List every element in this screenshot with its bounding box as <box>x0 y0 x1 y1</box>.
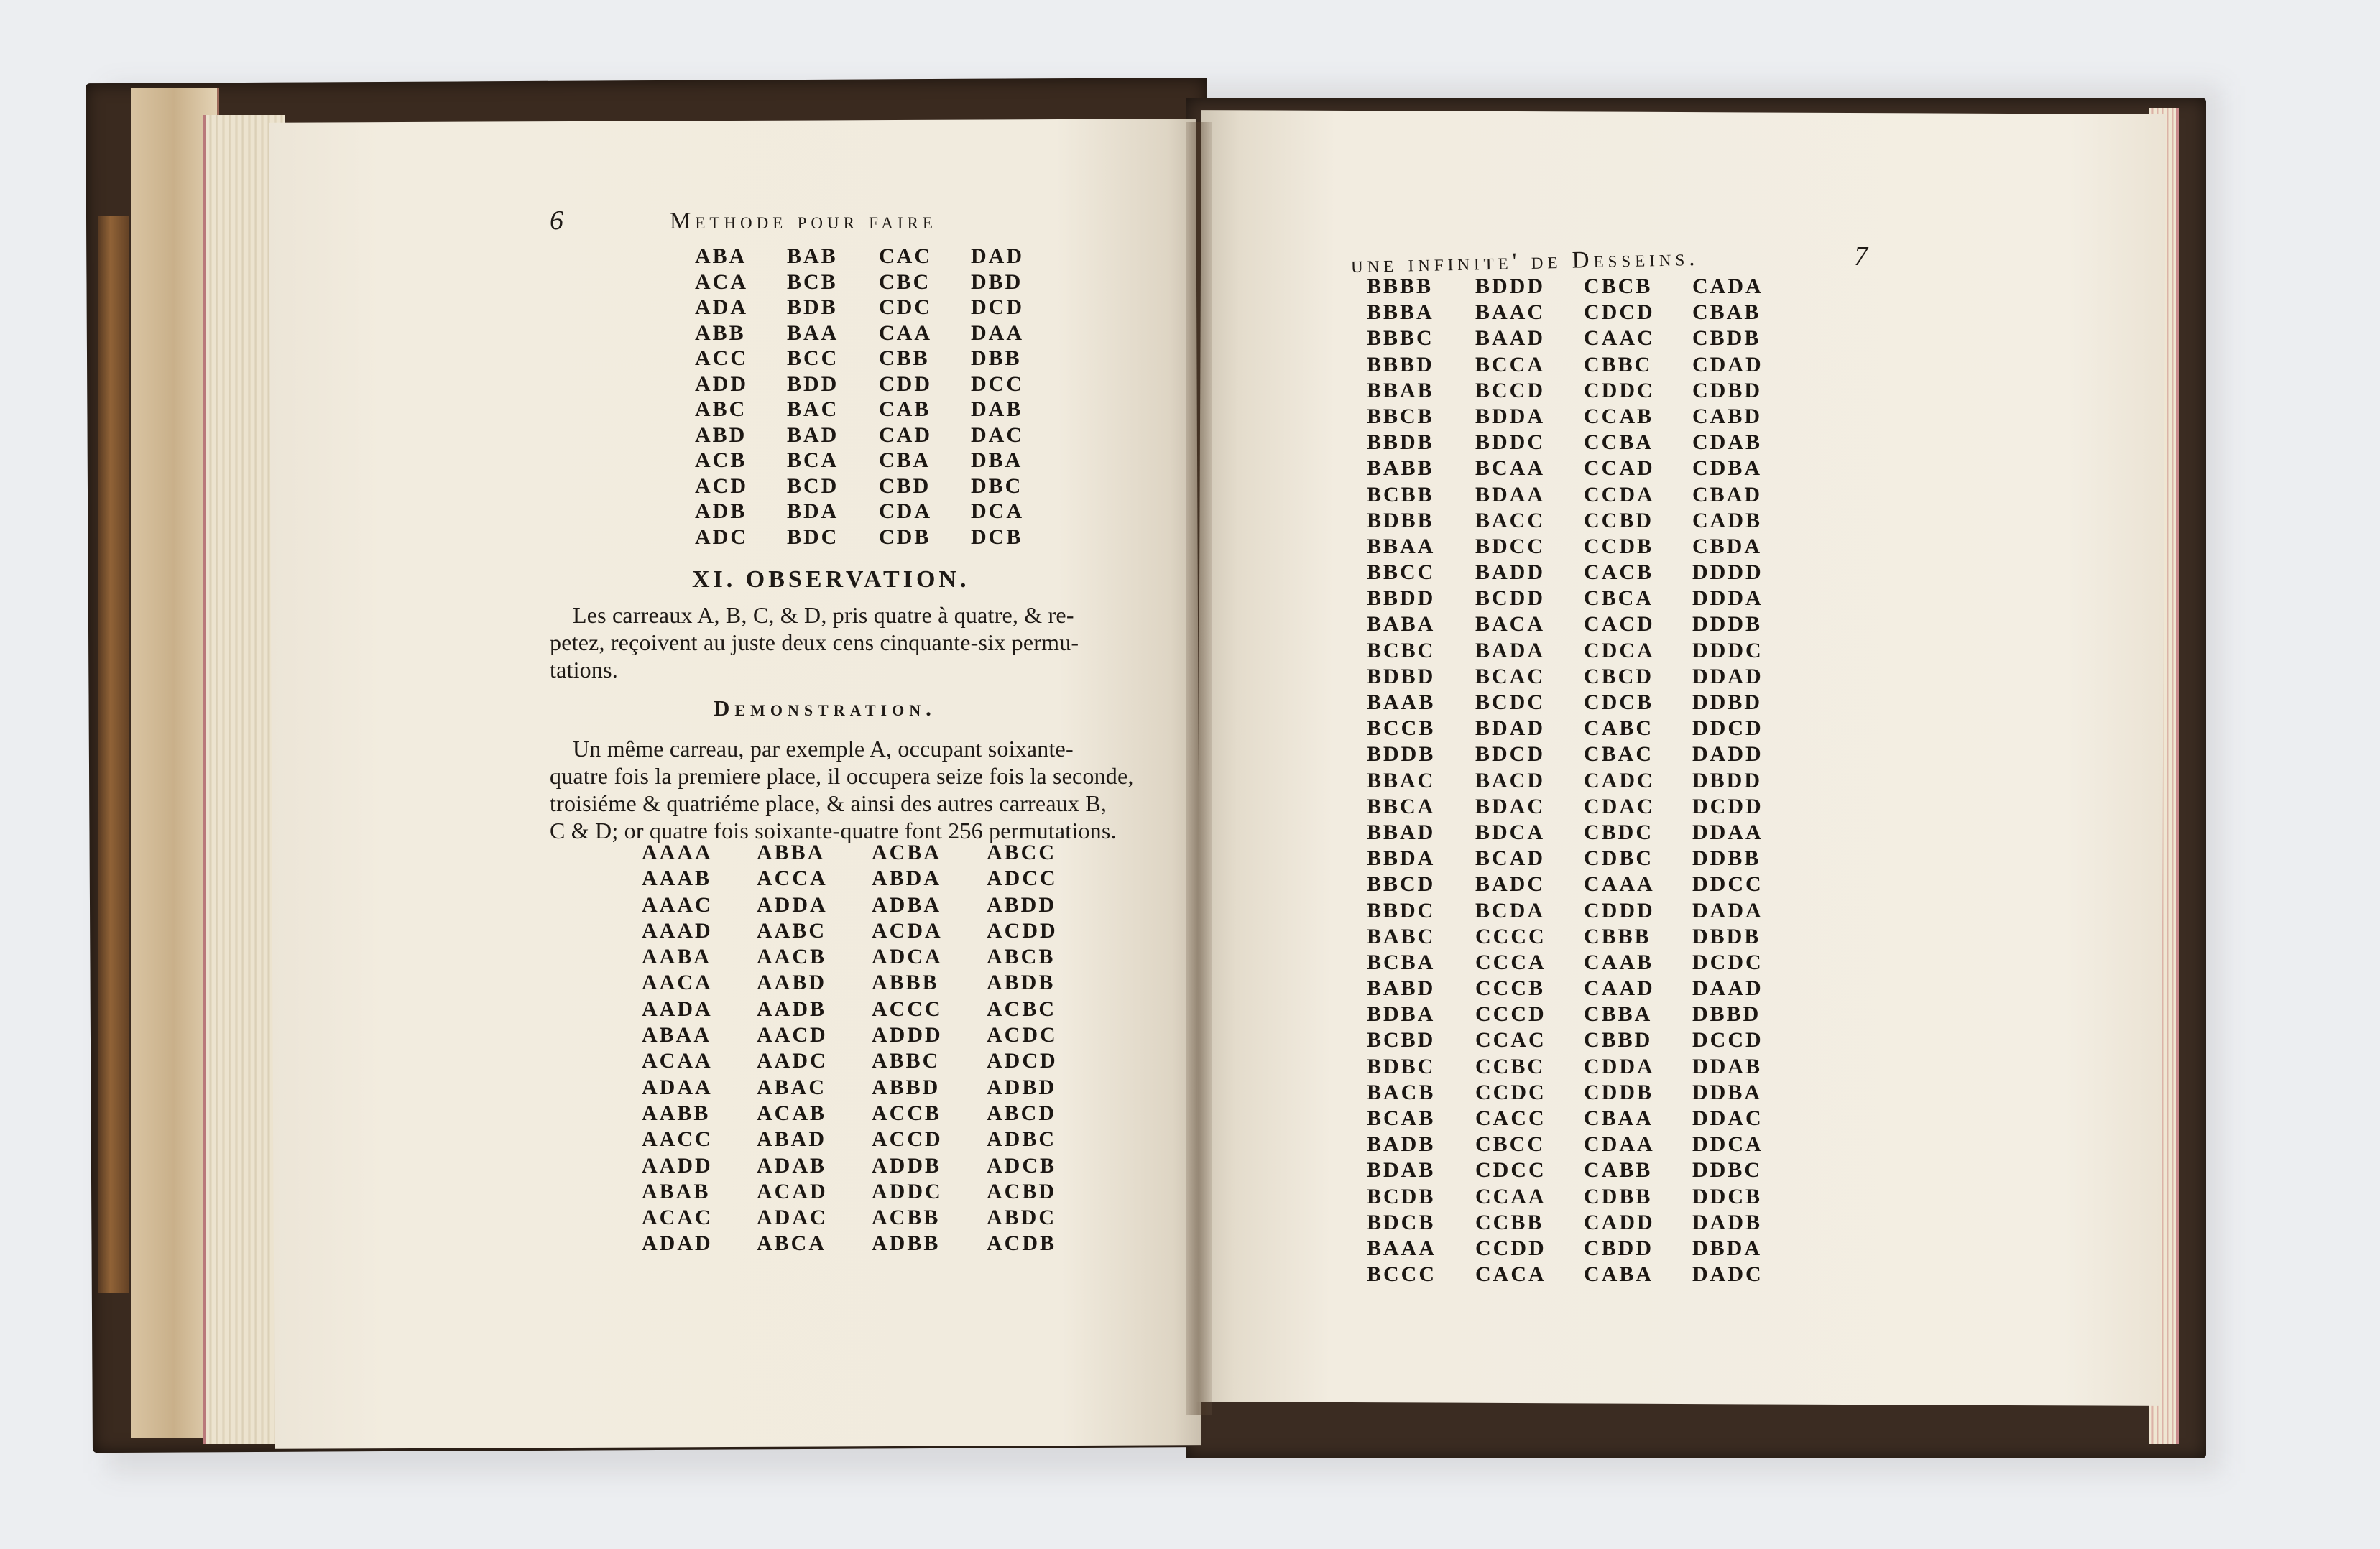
permutation-cell: BADC <box>1475 872 1546 897</box>
permutation-cell: CDBB <box>1584 1184 1653 1208</box>
permutation-cell: AACB <box>757 945 827 969</box>
permutation-cell: DBDA <box>1692 1236 1763 1260</box>
permutation-cell: BDDD <box>1475 274 1546 298</box>
permutation-cell: BCAC <box>1475 664 1546 688</box>
permutation-cell: ACB <box>695 448 747 472</box>
permutation-cell: CDA <box>879 499 932 523</box>
permutation-cell: CBDA <box>1692 534 1763 558</box>
permutation-cell: ACAA <box>642 1049 713 1073</box>
permutation-cell: BDC <box>787 524 839 549</box>
permutation-cell: AACA <box>642 971 713 995</box>
permutation-cell: CCBA <box>1584 430 1654 455</box>
permutation-cell: BBAB <box>1367 378 1434 402</box>
permutation-cell: AACD <box>757 1023 828 1048</box>
permutation-cell: CAC <box>879 244 932 268</box>
permutation-cell: CCAA <box>1475 1184 1546 1208</box>
permutation-cell: ABAA <box>642 1023 712 1048</box>
permutation-cell: CBBA <box>1584 1002 1653 1027</box>
permutation-cell: AAAC <box>642 892 713 917</box>
permutation-cell: BACA <box>1475 612 1546 637</box>
permutation-cell: CBA <box>879 448 931 472</box>
permutation-cell: DADA <box>1692 898 1763 923</box>
permutation-cell: DCCD <box>1692 1028 1763 1053</box>
permutation-cell: DDDD <box>1692 560 1763 585</box>
permutation-cell: DCB <box>971 524 1023 549</box>
permutation-cell: CDAB <box>1692 430 1763 455</box>
permutation-cell: BCDD <box>1475 586 1546 611</box>
permutation-cell: CADA <box>1692 274 1763 298</box>
permutation-cell: DDAD <box>1692 664 1763 688</box>
permutation-cell: ACDD <box>987 918 1058 943</box>
permutation-cell: BDBA <box>1367 1002 1436 1027</box>
permutation-cell: AADC <box>757 1049 828 1073</box>
observation-line-1: Les carreaux A, B, C, & D, pris quatre à quatre, & re- <box>573 602 1074 628</box>
permutation-cell: BAC <box>787 397 839 421</box>
permutation-cell: ADAB <box>757 1153 827 1178</box>
permutation-cell: CBAC <box>1584 742 1654 767</box>
permutation-cell: BCAB <box>1367 1106 1436 1130</box>
permutation-cell: CDBC <box>1584 846 1654 871</box>
permutation-cell: CCDA <box>1584 482 1655 507</box>
permutation-cell: ACCD <box>872 1127 943 1152</box>
permutation-cell: CABC <box>1584 716 1654 741</box>
permutation-cell: BDAD <box>1475 716 1546 741</box>
permutation-cell: DDBB <box>1692 846 1761 871</box>
permutation-cell: DDCC <box>1692 872 1763 897</box>
permutation-cell: CBBB <box>1584 924 1651 948</box>
permutation-cell: DDBA <box>1692 1080 1763 1104</box>
permutation-cell: BAAB <box>1367 690 1436 714</box>
permutation-cell: CABB <box>1584 1158 1653 1183</box>
permutation-cell: ADC <box>695 524 748 549</box>
permutation-cell: ADCB <box>987 1153 1057 1178</box>
permutation-cell: ABCC <box>987 841 1057 864</box>
permutation-cell: ACBB <box>872 1206 941 1230</box>
permutation-cell: BBDC <box>1367 898 1436 923</box>
permutation-cell: ADBC <box>987 1127 1057 1152</box>
permutation-cell: CBDB <box>1692 326 1761 351</box>
permutation-cell: BAA <box>787 320 839 345</box>
permutation-cell: ADBA <box>872 892 942 917</box>
permutation-cell: DAAD <box>1692 976 1763 1001</box>
permutation-cell: CADD <box>1584 1210 1655 1234</box>
permutation-cell: ABDD <box>987 892 1057 917</box>
four-letter-permutation-table-left <box>642 842 1102 1259</box>
permutation-cell: CAAB <box>1584 950 1654 974</box>
permutation-cell: ACBC <box>987 997 1057 1021</box>
permutation-cell: BCBC <box>1367 638 1436 662</box>
permutation-cell: ACC <box>695 346 748 370</box>
permutation-cell: ACBD <box>987 1179 1057 1203</box>
permutation-cell: CCDD <box>1475 1236 1546 1260</box>
permutation-cell: DDDA <box>1692 586 1763 611</box>
permutation-cell: CDD <box>879 371 932 396</box>
permutation-cell: BCCB <box>1367 716 1436 741</box>
permutation-cell: ABDA <box>872 866 942 891</box>
demonstration-line-4: C & D; or quatre fois soixante-quatre font 256 permutations. <box>550 818 1117 843</box>
permutation-cell: ADB <box>695 499 747 523</box>
permutation-cell: CBC <box>879 269 931 294</box>
permutation-cell: CCCA <box>1475 950 1546 974</box>
permutation-cell: DCDD <box>1692 794 1763 818</box>
section-title: XI. OBSERVATION. <box>692 566 970 593</box>
permutation-cell: BCCD <box>1475 378 1546 402</box>
permutation-cell: BDBC <box>1367 1054 1436 1078</box>
demonstration-line-3: troisiéme & quatriéme place, & ainsi des autres carreaux B, <box>550 790 1107 816</box>
permutation-cell: BBAC <box>1367 768 1436 792</box>
permutation-cell: BDAB <box>1367 1158 1436 1183</box>
permutation-cell: CDCA <box>1584 638 1655 662</box>
permutation-cell: BCC <box>787 346 839 370</box>
permutation-cell: AADD <box>642 1153 713 1178</box>
permutation-cell: CBAB <box>1692 300 1761 325</box>
permutation-cell: ACD <box>695 473 748 498</box>
running-head-left: Methode pour faire <box>670 208 937 234</box>
permutation-cell: DBDB <box>1692 924 1761 948</box>
permutation-cell: CCBC <box>1475 1054 1546 1078</box>
permutation-cell: ACCB <box>872 1101 942 1125</box>
permutation-cell: CCCC <box>1475 924 1546 948</box>
permutation-cell: BCCC <box>1367 1262 1437 1287</box>
permutation-cell: BBDA <box>1367 846 1436 871</box>
permutation-cell: BACB <box>1367 1080 1436 1104</box>
permutation-cell: BBAA <box>1367 534 1436 558</box>
permutation-cell: BACC <box>1475 508 1546 532</box>
permutation-cell: CCCD <box>1475 1002 1546 1027</box>
permutation-cell: BDDA <box>1475 404 1546 428</box>
permutation-cell: BBBB <box>1367 274 1434 298</box>
permutation-cell: BCA <box>787 448 839 472</box>
permutation-cell: ACAC <box>642 1206 713 1230</box>
observation-line-2: petez, reçoivent au juste deux cens cinquante-six permu- <box>550 629 1079 655</box>
permutation-cell: CCCB <box>1475 976 1546 1001</box>
permutation-cell: DBD <box>971 269 1023 294</box>
permutation-cell: BCBA <box>1367 950 1436 974</box>
permutation-cell: DCDC <box>1692 950 1763 974</box>
permutation-cell: BABB <box>1367 456 1434 481</box>
permutation-cell: CDCD <box>1584 300 1655 325</box>
permutation-cell: ADA <box>695 295 748 319</box>
permutation-cell: BBCB <box>1367 404 1434 428</box>
permutation-cell: CBCC <box>1475 1132 1546 1157</box>
permutation-cell: AADB <box>757 997 827 1021</box>
permutation-cell: CBAA <box>1584 1106 1654 1130</box>
permutation-cell: BCBB <box>1367 482 1434 507</box>
permutation-cell: CAB <box>879 397 931 421</box>
permutation-cell: DDCB <box>1692 1184 1763 1208</box>
permutation-cell: ABCA <box>757 1231 827 1256</box>
permutation-cell: BCCA <box>1475 352 1546 376</box>
permutation-cell: CBCB <box>1584 274 1653 298</box>
permutation-cell: ACCC <box>872 997 943 1021</box>
permutation-cell: CACC <box>1475 1106 1546 1130</box>
permutation-cell: ACAD <box>757 1179 828 1203</box>
permutation-cell: DCA <box>971 499 1024 523</box>
permutation-cell: BBBC <box>1367 326 1434 351</box>
permutation-cell: CABA <box>1584 1262 1654 1287</box>
permutation-cell: DADD <box>1692 742 1763 767</box>
permutation-cell: CBBC <box>1584 352 1653 376</box>
permutation-cell: DDAC <box>1692 1106 1763 1130</box>
permutation-cell: ADBD <box>987 1075 1057 1099</box>
permutation-cell: BDA <box>787 499 839 523</box>
permutation-cell: ADDB <box>872 1153 942 1178</box>
permutation-cell: CCBB <box>1475 1210 1544 1234</box>
book-gutter <box>1186 122 1212 1415</box>
permutation-cell: CBCD <box>1584 664 1654 688</box>
permutation-cell: CDDA <box>1584 1054 1655 1078</box>
permutation-cell: AABD <box>757 971 827 995</box>
permutation-cell: ACA <box>695 269 748 294</box>
permutation-cell: CAAA <box>1584 872 1655 897</box>
permutation-cell: CDAA <box>1584 1132 1655 1157</box>
permutation-cell: BADD <box>1475 560 1546 585</box>
permutation-cell: ADCC <box>987 866 1058 891</box>
permutation-cell: AAAA <box>642 841 713 864</box>
permutation-cell: ABDC <box>987 1206 1057 1230</box>
permutation-cell: BADA <box>1475 638 1546 662</box>
permutation-cell: BBDB <box>1367 430 1434 455</box>
permutation-cell: CCAC <box>1475 1028 1546 1053</box>
permutation-cell: CCDB <box>1584 534 1654 558</box>
permutation-cell: DDDB <box>1692 612 1763 637</box>
permutation-cell: ABCD <box>987 1101 1057 1125</box>
permutation-cell: AAAD <box>642 918 713 943</box>
permutation-cell: DCD <box>971 295 1024 319</box>
permutation-cell: DBB <box>971 346 1022 370</box>
permutation-cell: DDAA <box>1692 820 1763 844</box>
permutation-cell: ACDA <box>872 918 943 943</box>
permutation-cell: ADD <box>695 371 748 396</box>
permutation-cell: CDAD <box>1692 352 1763 376</box>
permutation-cell: CADC <box>1584 768 1655 792</box>
permutation-cell: CAAC <box>1584 326 1655 351</box>
permutation-cell: ACDB <box>987 1231 1057 1256</box>
permutation-cell: BCDA <box>1475 898 1546 923</box>
page-number-right: 7 <box>1854 241 1868 272</box>
permutation-cell: BDBD <box>1367 664 1436 688</box>
permutation-cell: BDDB <box>1367 742 1436 767</box>
permutation-cell: BDBB <box>1367 508 1434 532</box>
permutation-cell: ADCD <box>987 1049 1058 1073</box>
permutation-cell: ABBB <box>872 971 939 995</box>
permutation-cell: CBCA <box>1584 586 1654 611</box>
permutation-cell: BABA <box>1367 612 1436 637</box>
demonstration-title: Demonstration. <box>714 695 936 721</box>
permutation-cell: CDBA <box>1692 456 1763 481</box>
permutation-cell: ABA <box>695 244 747 268</box>
permutation-cell: CBAD <box>1692 482 1763 507</box>
permutation-cell: DDCD <box>1692 716 1763 741</box>
permutation-cell: BDCC <box>1475 534 1546 558</box>
permutation-cell: CDC <box>879 295 932 319</box>
permutation-cell: ACCA <box>757 866 828 891</box>
permutation-cell: CACA <box>1475 1262 1546 1287</box>
permutation-cell: CDDB <box>1584 1080 1654 1104</box>
permutation-cell: DCC <box>971 371 1024 396</box>
permutation-cell: DDDC <box>1692 638 1763 662</box>
permutation-cell: AAAB <box>642 866 712 891</box>
permutation-cell: BCAA <box>1475 456 1546 481</box>
permutation-cell: BDDC <box>1475 430 1546 455</box>
permutation-cell: DBC <box>971 473 1023 498</box>
permutation-cell: BBCC <box>1367 560 1436 585</box>
permutation-cell: CDDC <box>1584 378 1655 402</box>
permutation-cell: AABB <box>642 1101 711 1125</box>
permutation-cell: CAAD <box>1584 976 1655 1001</box>
permutation-cell: ABBA <box>757 841 826 864</box>
permutation-cell: DADC <box>1692 1262 1763 1287</box>
permutation-cell: CACD <box>1584 612 1655 637</box>
permutation-cell: CDCB <box>1584 690 1654 714</box>
four-letter-permutation-table-right <box>1367 276 1801 1290</box>
permutation-cell: BCB <box>787 269 838 294</box>
permutation-cell: DDCA <box>1692 1132 1763 1157</box>
demonstration-line-1: Un même carreau, par exemple A, occupant soixante- <box>573 736 1074 762</box>
permutation-cell: ABC <box>695 397 747 421</box>
permutation-cell: BAD <box>787 422 839 447</box>
permutation-cell: BDD <box>787 371 839 396</box>
permutation-cell: BDCB <box>1367 1210 1436 1234</box>
permutation-cell: DBBD <box>1692 1002 1761 1027</box>
permutation-cell: DBDD <box>1692 768 1763 792</box>
permutation-cell: ACAB <box>757 1101 827 1125</box>
permutation-cell: CCAD <box>1584 456 1655 481</box>
permutation-cell: DAC <box>971 422 1024 447</box>
permutation-cell: BDCD <box>1475 742 1546 767</box>
page-number-left: 6 <box>550 205 563 236</box>
permutation-cell: CDAC <box>1584 794 1655 818</box>
permutation-cell: CDB <box>879 524 931 549</box>
permutation-cell: ADAA <box>642 1075 713 1099</box>
permutation-cell: BAB <box>787 244 838 268</box>
observation-line-3: tations. <box>550 657 618 683</box>
permutation-cell: ABBC <box>872 1049 941 1073</box>
permutation-cell: ABAC <box>757 1075 827 1099</box>
permutation-cell: BCBD <box>1367 1028 1436 1053</box>
permutation-cell: AADA <box>642 997 713 1021</box>
permutation-cell: ADDC <box>872 1179 943 1203</box>
permutation-cell: BBBA <box>1367 300 1434 325</box>
permutation-cell: ABAB <box>642 1179 711 1203</box>
permutation-cell: CABD <box>1692 404 1763 428</box>
permutation-cell: BDAC <box>1475 794 1546 818</box>
permutation-cell: CBBD <box>1584 1028 1653 1053</box>
permutation-cell: BCD <box>787 473 839 498</box>
permutation-cell: ADCA <box>872 945 943 969</box>
permutation-cell: CDDD <box>1584 898 1655 923</box>
permutation-cell: CDBD <box>1692 378 1763 402</box>
running-head-right: une infinite' de Desseins. <box>1350 244 1699 279</box>
permutation-cell: BDB <box>787 295 838 319</box>
permutation-cell: DADB <box>1692 1210 1763 1234</box>
permutation-cell: ADAC <box>757 1206 828 1230</box>
permutation-cell: ADAD <box>642 1231 713 1256</box>
permutation-cell: DAD <box>971 244 1024 268</box>
permutation-cell: BBCD <box>1367 872 1436 897</box>
three-letter-permutation-table <box>695 246 1063 552</box>
permutation-cell: BBAD <box>1367 820 1436 844</box>
permutation-cell: CCDC <box>1475 1080 1546 1104</box>
permutation-cell: DDBD <box>1692 690 1763 714</box>
permutation-cell: BBCA <box>1367 794 1436 818</box>
permutation-cell: ABAD <box>757 1127 827 1152</box>
permutation-cell: CCBD <box>1584 508 1654 532</box>
permutation-cell: DDBC <box>1692 1158 1763 1183</box>
permutation-cell: AABA <box>642 945 712 969</box>
permutation-cell: CAA <box>879 320 932 345</box>
permutation-cell: BCDC <box>1475 690 1546 714</box>
permutation-cell: BBDD <box>1367 586 1436 611</box>
permutation-cell: BAAA <box>1367 1236 1437 1260</box>
permutation-cell: DBA <box>971 448 1023 472</box>
permutation-cell: AABC <box>757 918 827 943</box>
permutation-cell: BADB <box>1367 1132 1436 1157</box>
permutation-cell: CCAB <box>1584 404 1654 428</box>
permutation-cell: BCAD <box>1475 846 1546 871</box>
permutation-cell: CBB <box>879 346 930 370</box>
permutation-cell: CACB <box>1584 560 1654 585</box>
permutation-cell: ABB <box>695 320 746 345</box>
permutation-cell: ADBB <box>872 1231 941 1256</box>
permutation-cell: ABBD <box>872 1075 941 1099</box>
permutation-cell: BACD <box>1475 768 1546 792</box>
permutation-cell: BBBD <box>1367 352 1434 376</box>
permutation-cell: BAAD <box>1475 326 1546 351</box>
permutation-cell: ADDD <box>872 1023 943 1048</box>
permutation-cell: BAAC <box>1475 300 1546 325</box>
permutation-cell: BDAA <box>1475 482 1546 507</box>
permutation-cell: CBD <box>879 473 931 498</box>
permutation-cell: BDCA <box>1475 820 1546 844</box>
permutation-cell: ACBA <box>872 841 942 864</box>
permutation-cell: ACDC <box>987 1023 1058 1048</box>
permutation-cell: ABD <box>695 422 747 447</box>
permutation-cell: AACC <box>642 1127 713 1152</box>
permutation-cell: CDCC <box>1475 1158 1546 1183</box>
permutation-cell: DAB <box>971 397 1023 421</box>
permutation-cell: DAA <box>971 320 1024 345</box>
spine-leather <box>98 216 129 1293</box>
permutation-cell: BCDB <box>1367 1184 1436 1208</box>
permutation-cell: CBDD <box>1584 1236 1654 1260</box>
permutation-cell: BABD <box>1367 976 1436 1001</box>
demonstration-line-2: quatre fois la premiere place, il occupera seize fois la seconde, <box>550 763 1134 789</box>
permutation-cell: ABCB <box>987 945 1056 969</box>
permutation-cell: CBDC <box>1584 820 1654 844</box>
permutation-cell: BABC <box>1367 924 1436 948</box>
permutation-cell: CAD <box>879 422 932 447</box>
permutation-cell: ABDB <box>987 971 1056 995</box>
permutation-cell: ADDA <box>757 892 828 917</box>
permutation-cell: DDAB <box>1692 1054 1763 1078</box>
permutation-cell: CADB <box>1692 508 1763 532</box>
